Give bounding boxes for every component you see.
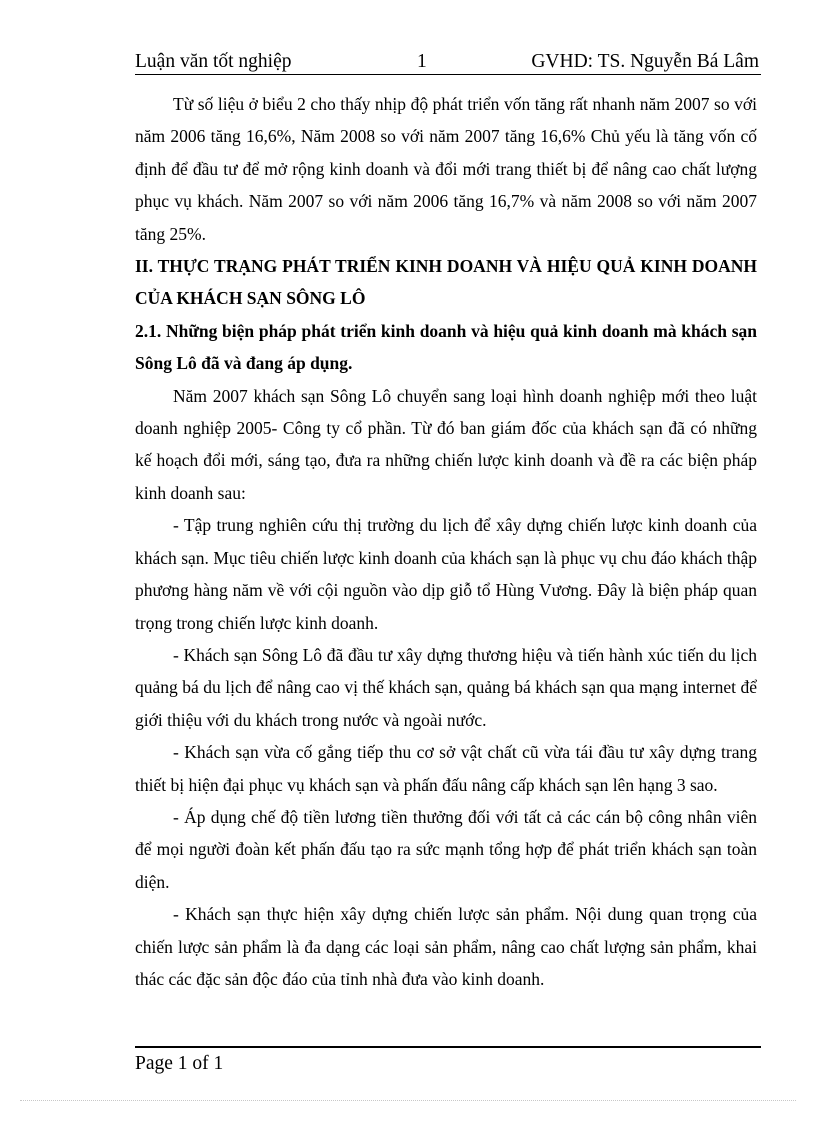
page-bottom-dotted-rule	[20, 1100, 796, 1101]
header-thesis-title: Luận văn tốt nghiệp	[135, 51, 292, 72]
footer-divider	[135, 1046, 761, 1048]
paragraph-market-research: - Tập trung nghiên cứu thị trường du lịch để xây dựng chiến lược kinh doanh của khách sạn. Mục tiêu chiến lược kinh doanh của khách sạn là phục vụ chu đáo khách thập phương hàng năm về với cội nguồn vào dịp giỗ tổ Hùng Vương. Đây là biện pháp quan trọng trong chiến lược kinh doanh.	[135, 515, 757, 633]
paragraph-company-change: Năm 2007 khách sạn Sông Lô chuyển sang loại hình doanh nghiệp mới theo luật doanh nghiệp 2005- Công ty cổ phần. Từ đó ban giám đốc của khách sạn đã có những kế hoạch đổi mới, sáng tạo, đưa ra những chiến lược kinh doanh và đề ra các biện pháp kinh doanh sau:	[135, 385, 757, 503]
subsection-heading-2-1: 2.1. Những biện pháp phát triển kinh doanh và hiệu quả kinh doanh mà khách sạn Sông Lô đã và đang áp dụng.	[135, 320, 757, 374]
paragraph-facilities: - Khách sạn vừa cố gắng tiếp thu cơ sở vật chất cũ vừa tái đầu tư xây dựng trang thiết bị hiện đại phục vụ khách sạn và phấn đấu nâng cấp khách sạn lên hạng 3 sao.	[135, 742, 757, 795]
paragraph-product-strategy: - Khách sạn thực hiện xây dựng chiến lược sản phẩm. Nội dung quan trọng của chiến lược sản phẩm là đa dạng các loại sản phẩm, nâng cao chất lượng sản phẩm, khai thác các đặc sản độc đáo của tỉnh nhà đưa vào kinh doanh.	[135, 904, 757, 989]
header-page-number: 1	[417, 51, 427, 72]
header-supervisor: GVHD: TS. Nguyễn Bá Lâm	[531, 51, 759, 72]
paragraph-branding: - Khách sạn Sông Lô đã đầu tư xây dựng thương hiệu và tiến hành xúc tiến du lịch quảng bá du lịch để nâng cao vị thế khách sạn, quảng bá khách sạn qua mạng internet để giới thiệu với du khách trong nước và ngoài nước.	[135, 644, 757, 730]
section-heading-ii: II. THỰC TRẠNG PHÁT TRIỂN KINH DOANH VÀ HIỆU QUẢ KINH DOANH CỦA KHÁCH SẠN SÔNG LÔ	[135, 256, 757, 309]
page-header	[135, 46, 761, 75]
paragraph-capital-growth: Từ số liệu ở biểu 2 cho thấy nhịp độ phát triển vốn tăng rất nhanh năm 2007 so với năm 2006 tăng 16,6%, Năm 2008 so với năm 2007 tăng 16,6% Chủ yếu là tăng vốn cố định để đầu tư để mở rộng kinh doanh và đổi mới trang thiết bị để nâng cao chất lượng phục vụ khách. Năm 2007 so với năm 2006 tăng 16,7% và năm 2008 so với năm 2007 tăng 25%.	[135, 94, 757, 244]
paragraph-salary-policy: - Áp dụng chế độ tiền lương tiền thưởng đối với tất cả các cán bộ công nhân viên để mọi người đoàn kết phấn đấu tạo ra sức mạnh tổng hợp để phát triển khách sạn toàn diện.	[135, 806, 757, 892]
footer-page-label: Page 1 of 1	[135, 1053, 224, 1074]
document-body	[135, 88, 757, 995]
